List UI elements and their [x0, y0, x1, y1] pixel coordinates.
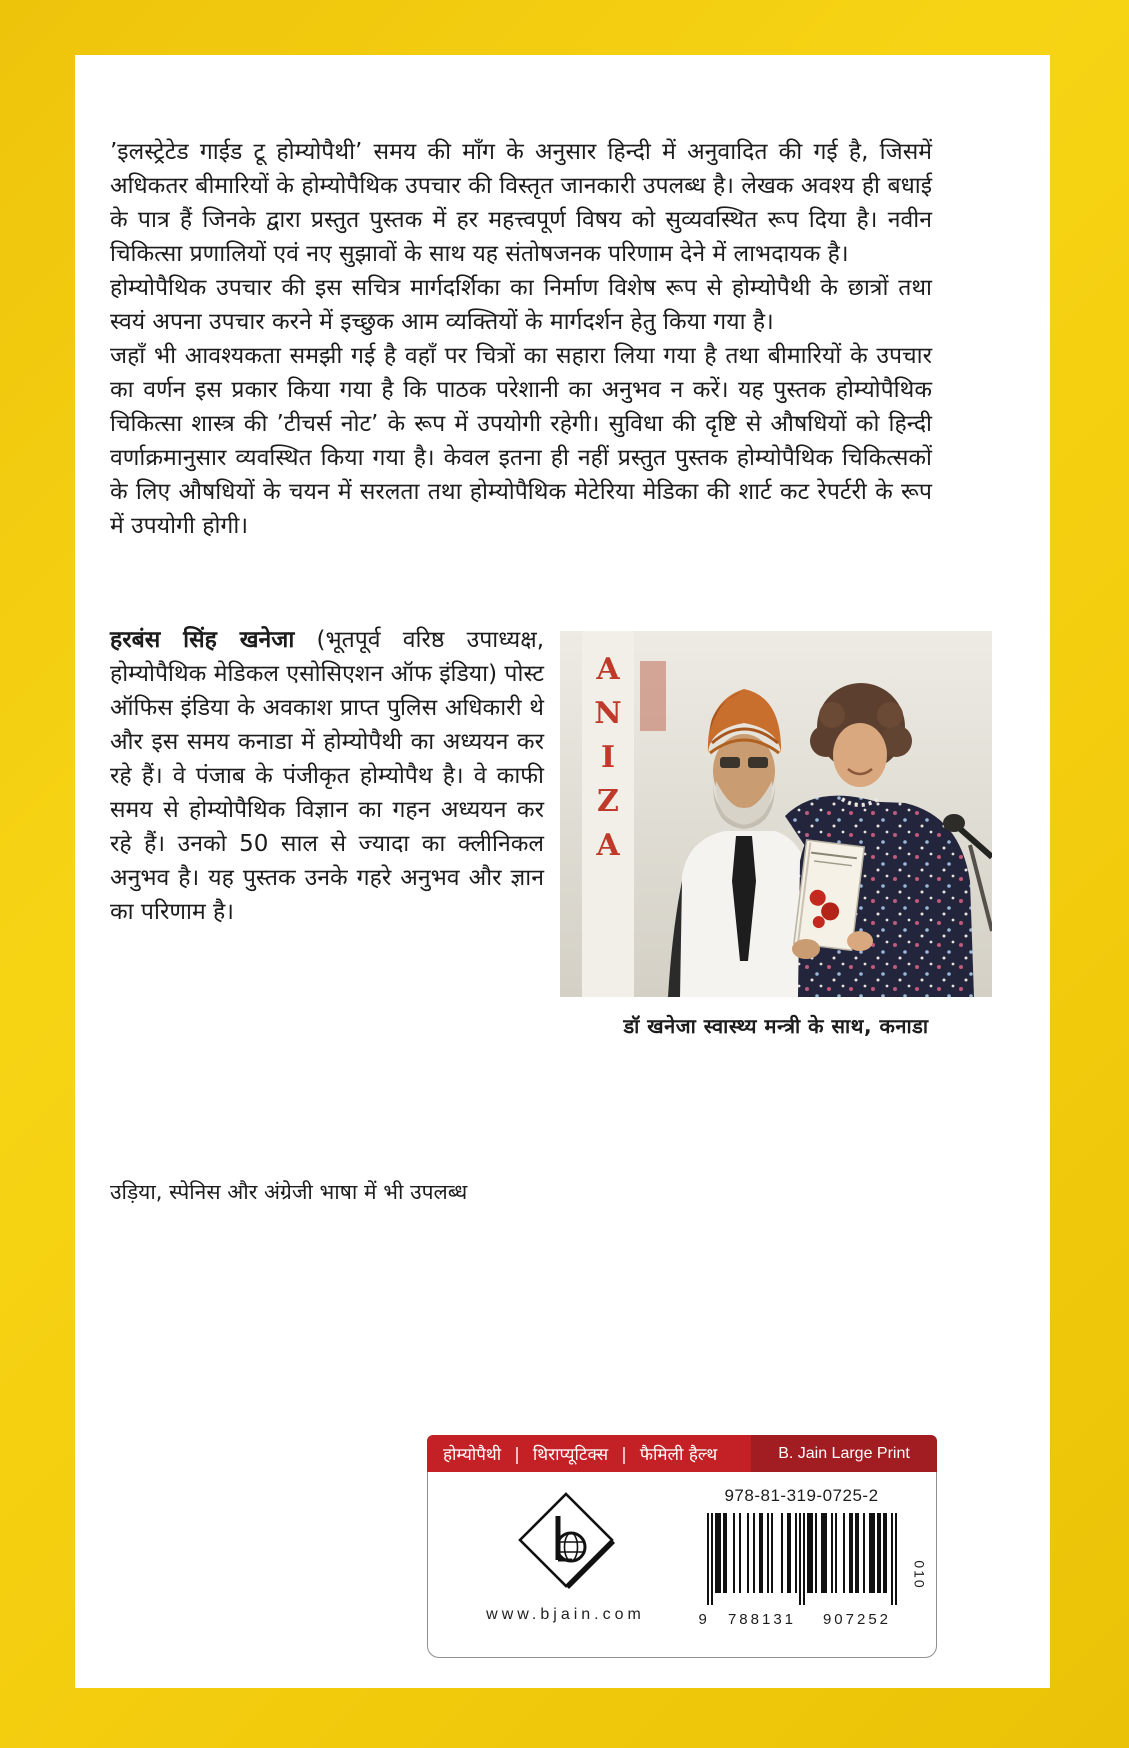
intro-paragraph-1: ’इलस्ट्रेटेड गाईड टू होम्योपैथी’ समय की माँग के अनुसार हिन्दी में अनुवादित की गई है, जिसमें अधिकतर बीमारियों के होम्योपैथिक उपचार की विस्तृत जानकारी उपलब्ध है। लेखक अवश्य ही बधाई के पात्र हैं जिनके द्वारा प्रस्तुत पुस्तक में हर महत्त्वपूर्ण विषय को सुव्यवस्थित रूप दिया है। नवीन चिकित्सा प्रणालियों एवं नए सुझावों के साथ यह संतोषजनक परिणाम देने में लाभदायक है।	[110, 139, 932, 267]
barcode	[699, 1513, 905, 1609]
isbn-text: 978-81-319-0725-2	[724, 1486, 879, 1505]
category-list	[427, 1435, 751, 1472]
intro-paragraph-2: होम्योपैथिक उपचार की इस सचित्र मार्गदर्शिका का निर्माण विशेष रूप से होम्योपैथी के छात्रों तथा स्वयं अपना उपचार करने में इच्छुक आम व्यक्तियों के मार्गदर्शन हेतु किया गया है।	[110, 275, 932, 335]
batch-code: 010	[911, 1560, 928, 1590]
author-photo	[560, 631, 992, 997]
author-section	[110, 623, 992, 1049]
barcode-digits	[699, 1611, 905, 1628]
logo-column	[438, 1486, 693, 1624]
intro-text	[110, 135, 932, 543]
category-family-health: | फैमिली हैल्थ	[608, 1442, 717, 1465]
svg-text:Z: Z	[597, 784, 619, 819]
paper-page	[75, 55, 1050, 1688]
photo-caption: डॉ खनेजा स्वास्थ्य मन्त्री के साथ, कनाडा	[623, 1014, 929, 1038]
svg-text:N: N	[594, 696, 622, 731]
barcode-digit-group1: 788131	[727, 1611, 797, 1628]
publisher-body	[427, 1472, 937, 1658]
category-homeopathy: होम्योपैथी	[443, 1445, 502, 1465]
author-bio-text: (भूतपूर्व वरिष्ठ उपाध्यक्ष, होम्योपैथिक मेडिकल एसोसिएशन ऑफ इंडिया) पोस्ट ऑफिस इंडिया के अवकाश प्राप्त पुलिस अधिकारी थे और इस समय कनाडा में होम्योपैथी का अध्ययन कर रहे हैं। वे पंजाब के पंजीकृत होम्योपैथ है। वे काफी समय से होम्योपैथिक विज्ञान का गहन अध्ययन कर रहे हैं। उनको 50 साल से ज्यादा का क्लीनिकल अनुभव है। यह पुस्तक उनके गहरे अनुभव और ज्ञान का परिणाम है।	[110, 627, 545, 925]
barcode-digit-group2: 907252	[822, 1611, 892, 1628]
availability-note: उड़िया, स्पेनिस और अंग्रेजी भाषा में भी उपलब्ध	[110, 1180, 468, 1204]
intro-paragraph-3: जहाँ भी आवश्यकता समझी गई है वहाँ पर चित्रों का सहारा लिया गया है तथा बीमारियों के उपचार का वर्णन इस प्रकार किया गया है कि पाठक परेशानी का अनुभव न करें। यह पुस्तक होम्योपैथिक चिकित्सा शास्त्र की ’टीचर्स नोट’ के रूप में उपयोगी रहेगी। सुविधा की दृष्टि से औषधियों को हिन्दी वर्णाक्रमानुसार व्यवस्थित किया गया है। केवल इतना ही नहीं प्रस्तुत पुस्तक होम्योपैथिक चिकित्सकों के लिए औषधियों के चयन में सरलता तथा होम्योपैथिक मेटेरिया मेडिका की शार्ट कट रेपर्टरी के रूप में उपयोगी होगी।	[110, 343, 932, 539]
svg-text:A: A	[596, 652, 620, 687]
svg-text:A: A	[596, 828, 620, 863]
barcode-digit-first: 9	[698, 1611, 707, 1628]
svg-text:I: I	[600, 740, 616, 775]
photo-block	[560, 631, 992, 1043]
imprint-label: B. Jain Large Print	[751, 1435, 937, 1472]
barcode-column	[693, 1486, 910, 1628]
author-name: हरबंस सिंह खनेजा	[110, 627, 295, 653]
bjain-logo	[516, 1490, 616, 1590]
category-therapeutics: | थिराप्यूटिक्स	[501, 1442, 608, 1465]
website-text: www.bjain.com	[486, 1606, 645, 1623]
category-bar	[427, 1435, 937, 1472]
publisher-card	[427, 1435, 937, 1658]
